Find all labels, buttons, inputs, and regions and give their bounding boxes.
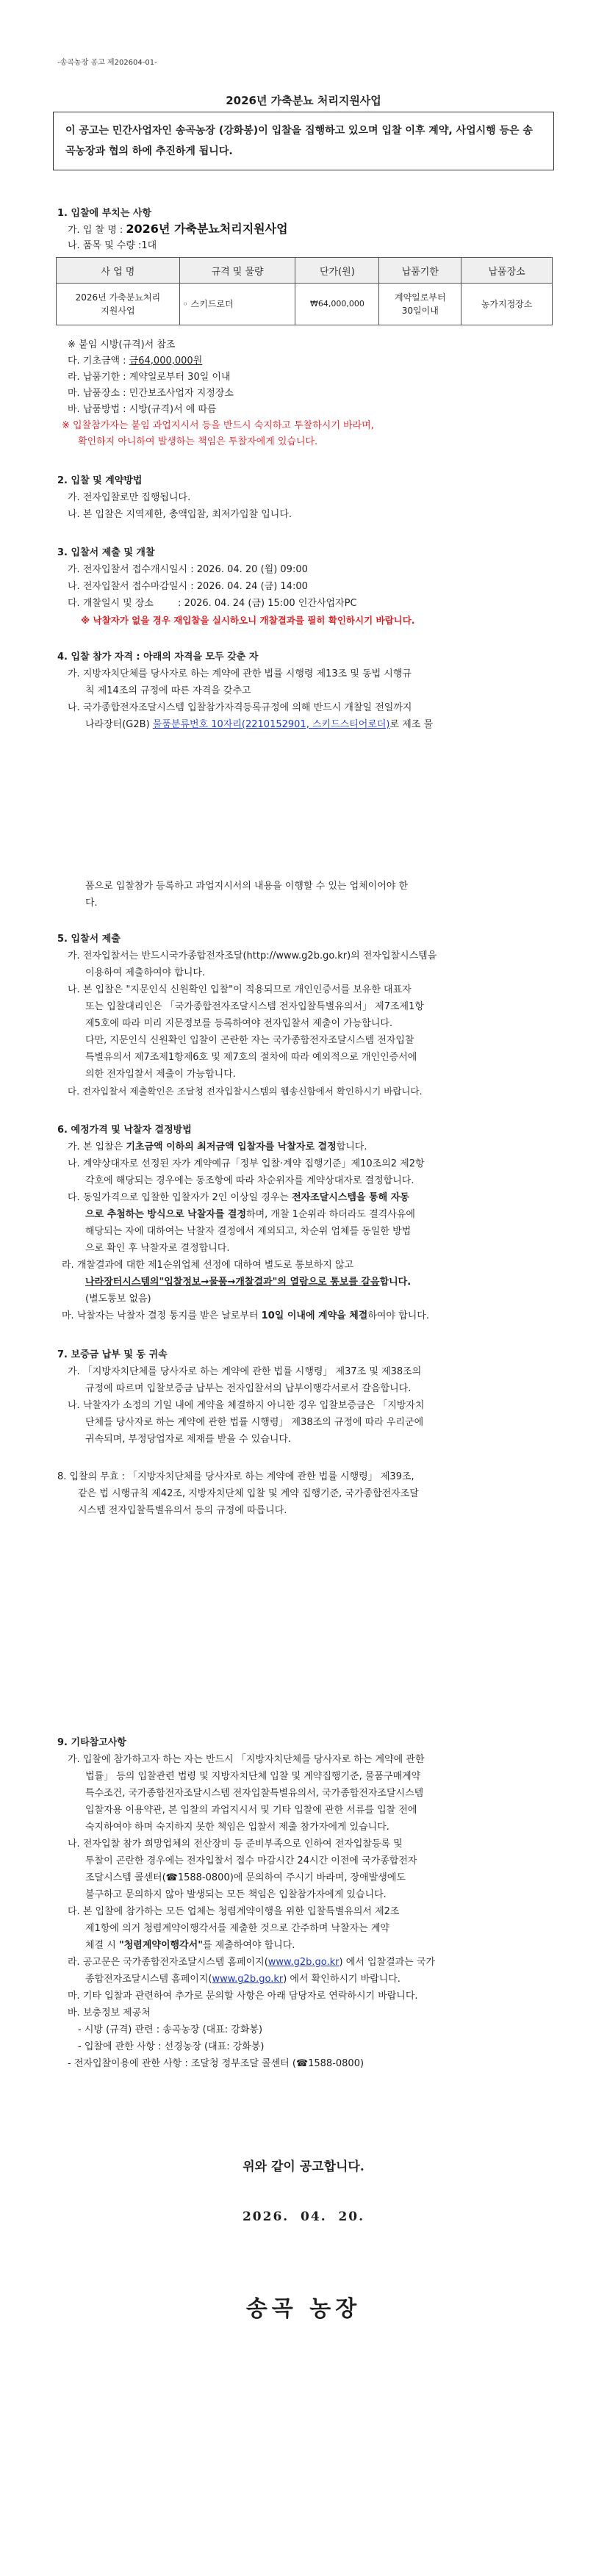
text-span: 합니다.: [379, 1277, 412, 1288]
section-5-item-na-line3: 제5호에 따라 미리 지문정보를 등록하여야 전자입찰서 제출이 가능합니다.: [85, 1018, 393, 1029]
cell-unit-price: ₩64,000,000: [295, 284, 379, 325]
section-1-item-ma: 마. 납품장소 : 민간보조사업자 지정장소: [68, 388, 234, 399]
section-5-heading: 5. 입찰서 제출: [57, 934, 121, 945]
section-4-item-na-line4: 다.: [85, 898, 98, 909]
section-9-item-ga-line2: 법률」 등의 입찰관련 법령 및 지방자치단체 입찰 및 계약집행기준, 물품구매계약: [85, 1771, 421, 1782]
text-span: 체결 시: [85, 1940, 119, 1951]
section-6-item-da-line3: 해당되는 자에 대하여는 낙찰자 결정에서 제외되고, 차순위 업체를 동일한 방법: [85, 1226, 412, 1237]
item-spec-table: [56, 257, 553, 325]
signer-name: 송곡 농장: [245, 2296, 362, 2322]
section-6-item-ra-line2: [85, 1274, 411, 1290]
section-8-line1: 8. 입찰의 무효 : 「지방자치단체를 당사자로 하는 계약에 관한 법률 시행령」 제39조,: [57, 1471, 414, 1482]
section-5-item-da: 다. 전자입찰서 제출확인은 조달청 전자입찰시스템의 웹송신함에서 확인하시기 바랍니다.: [68, 1086, 423, 1097]
section-5-item-ga-line2: 이용하여 제출하여야 합니다.: [85, 967, 206, 978]
section-9-item-na-line2: 투찰이 곤란한 경우에는 전자입찰서 접수 마감시간 24시간 이전에 국가종합전자: [85, 1855, 417, 1866]
lottery-rule: 전자조달시스템을 통해 자동: [292, 1192, 409, 1203]
section-5-item-na-line4: 다만, 지문인식 신원확인 입찰이 곤란한 자는 국가종합전자조달시스템 전자입찰: [85, 1035, 414, 1046]
section-6-heading: 6. 예정가격 및 낙찰자 결정방법: [57, 1125, 192, 1136]
g2b-label: 나라장터(G2B): [85, 719, 153, 730]
cell-deadline: 계약일로부터 30일이내: [379, 284, 461, 325]
section-9-item-ra-line2: [85, 1971, 401, 1987]
section-5-item-na-line5: 특별유의서 제7조제1항제6호 및 제7호의 절차에 따라 예외적으로 개인인증서에: [85, 1052, 417, 1063]
section-5-item-ga-line1: 가. 전자입찰서는 반드시국가종합전자조달(http://www.g2b.go.kr)의 전자입찰시스템을: [68, 950, 437, 962]
section-1-item-ga: [68, 221, 288, 238]
closing-date: 2026. 04. 20.: [242, 2209, 365, 2224]
section-7-item-na-line3: 귀속되며, 부정당업자로 제재를 받을 수 있습니다.: [85, 1434, 292, 1445]
section-6-item-da-line2: [85, 1207, 415, 1222]
product-class-code: 물품분류번호 10자리(2210152901, 스키드스티어로더): [152, 719, 390, 730]
col-header-place: 납품장소: [461, 258, 553, 284]
section-3-item-na: 나. 전자입찰서 접수마감일시 : 2026. 04. 24 (금) 14:00: [68, 581, 308, 592]
g2b-link[interactable]: www.g2b.go.kr: [267, 1957, 340, 1968]
section-8-line3: 시스템 전자입찰특별유의서 등의 규정에 따릅니다.: [78, 1505, 287, 1516]
manufacture-text: 로 제조 물: [389, 719, 434, 730]
text-span: 다. 동일가격으로 입찰한 입찰자가 2인 이상일 경우는: [68, 1192, 292, 1203]
section-9-item-na-line4: 불구하고 문의하지 않아 발생되는 모든 책임은 입찰참가자에게 있습니다.: [85, 1889, 387, 1900]
contact-spec: - 시방 (규격) 관련 : 송곡농장 (대표: 강화봉): [78, 2024, 263, 2035]
table-row: [57, 284, 553, 325]
section-9-item-ga-line1: 가. 입찰에 참가하고자 하는 자는 반드시 「지방자치단체를 당사자로 하는 계약에 관한: [68, 1754, 425, 1765]
cell-place: 농가지정장소: [461, 284, 553, 325]
text-span: 라. 공고문은 국가종합전자조달시스템 홈페이지(: [68, 1957, 268, 1968]
section-6-item-ra-line1: 라. 개찰결과에 대한 제1순위업체 선정에 대하여 별도로 통보하지 않고: [62, 1260, 354, 1271]
section-2-item-ga: 가. 전자입찰로만 집행됩니다.: [68, 492, 191, 503]
contact-e-bid: - 전자입찰이용에 관한 사항 : 조달청 정부조달 콜센터 (☎1588-0800): [68, 2058, 364, 2069]
section-9-item-da-line3: [85, 1938, 295, 1953]
section-9-item-na-line3: 조달시스템 콜센터(☎1588-0800)에 문의하여 주시기 바라며, 장애발생에도: [85, 1872, 406, 1883]
section-5-item-na-line1: 나. 본 입찰은 "지문인식 신원확인 입찰"이 적용되므로 개인인증서를 보유한 대표자: [68, 984, 412, 995]
section-5-item-na-line6: 의한 전자입찰서 제출이 가능합니다.: [85, 1069, 236, 1080]
section-1-warning-line2: 확인하지 아니하여 발생하는 책임은 투찰자에게 있습니다.: [78, 436, 318, 447]
col-header-spec: 규격 및 물량: [179, 258, 295, 284]
table-header-row: [57, 258, 553, 284]
section-1-heading: 1. 입찰에 부치는 사항: [57, 208, 152, 219]
winner-rule: 기초금액 이하의 최저금액 입찰자를 낙찰자로 결정: [126, 1141, 337, 1152]
text-span: 하며, 개찰 1순위라 하더라도 결격사유에: [246, 1209, 415, 1220]
section-3-heading: 3. 입찰서 제출 및 개찰: [57, 547, 155, 558]
section-3-note: ※ 낙찰자가 없을 경우 재입찰을 실시하오니 개찰결과를 필히 확인하시기 바랍니다.: [81, 615, 415, 626]
section-4-item-na-line3: 품으로 입찰참가 등록하고 과업지시서의 내용을 이행할 수 있는 업체이어야 한: [85, 881, 409, 892]
section-9-item-da-line2: 제1항에 의거 청렴계약이행각서를 제출한 것으로 간주하며 낙찰자는 계약: [85, 1923, 389, 1934]
bid-name-label: 가. 입 찰 명 :: [68, 225, 126, 236]
integrity-pledge: "청렴계약이행각서": [118, 1940, 203, 1951]
section-1-item-ba: 바. 납품방법 : 시방(규격)서 에 따름: [68, 404, 217, 415]
notice-summary-text: 이 공고는 민간사업자인 송곡농장 (강화봉)이 입찰을 집행하고 있으며 입찰 이후 계약, 사업시행 등은 송곡농장과 협의 하에 추진하게 됩니다.: [65, 125, 533, 157]
bid-name-value: 2026년 가축분뇨처리지원사업: [126, 222, 288, 236]
section-1-item-da: [68, 353, 202, 369]
section-3-item-ga: 가. 전자입찰서 접수개시일시 : 2026. 04. 20 (월) 09:00: [68, 564, 308, 575]
section-1-warning-line1: ※ 입찰참가자는 붙임 과업지시서 등을 반드시 숙지하고 투찰하시기 바라며,: [62, 420, 374, 431]
section-7-item-na-line1: 나. 낙찰자가 소정의 기일 내에 계약을 체결하지 아니한 경우 입찰보증금은 「지방자치: [68, 1400, 425, 1411]
page-title: 2026년 가축분뇨 처리지원사업: [226, 94, 381, 107]
base-amount-label: 다. 기초금액 :: [68, 356, 129, 367]
text-span: ) 에서 입찰결과는 국가: [339, 1957, 435, 1968]
section-9-heading: 9. 기타참고사항: [57, 1737, 126, 1748]
section-1-item-ra: 라. 납품기한 : 계약일로부터 30일 이내: [68, 372, 231, 383]
section-1-item-na: 나. 품목 및 수량 :1대: [68, 240, 157, 251]
col-header-unit-price: 단가(원): [295, 258, 379, 284]
closing-statement: 위와 같이 공고합니다.: [243, 2160, 364, 2174]
section-6-item-na-line2: 각호에 해당되는 경우에는 동조항에 따라 차순위자를 계약상대자로 결정합니다.: [85, 1175, 414, 1186]
section-6-item-ra-line3: (별도통보 없음): [85, 1294, 151, 1305]
section-5-item-na-line2: 또는 입찰대리인은 「국가종합전자조달시스템 전자입찰특별유의서」 제7조제1항: [85, 1001, 424, 1012]
section-4-heading: 4. 입찰 참가 자격 : 아래의 자격을 모두 갖춘 자: [57, 652, 259, 663]
section-2-heading: 2. 입찰 및 계약방법: [57, 475, 143, 486]
section-4-item-ga-line2: 칙 제14조의 규정에 따른 자격을 갖추고: [85, 685, 251, 696]
section-6-item-da-line4: 으로 확인 후 낙찰자로 결정합니다.: [85, 1243, 230, 1254]
section-9-item-ra-line1: [68, 1955, 435, 1970]
text-span: 가. 본 입찰은: [68, 1141, 126, 1152]
section-9-item-na-line1: 나. 전자입찰 참가 희망업체의 전산장비 등 준비부족으로 인하여 전자입찰등록 및: [68, 1839, 403, 1850]
g2b-link[interactable]: www.g2b.go.kr: [212, 1974, 284, 1985]
section-8-line2: 같은 법 시행규칙 제42조, 지방자치단체 입찰 및 계약 집행기준, 국가종합전자조달: [78, 1488, 419, 1499]
text-span: 마. 낙찰자는 낙찰자 결정 통지를 받은 날로부터: [62, 1310, 262, 1321]
notice-number: -송곡농장 공고 제202604-01-: [57, 59, 157, 67]
section-6-item-ma: [62, 1308, 429, 1324]
section-7-item-ga-line2: 규정에 따르며 입찰보증금 납부는 전자입찰서의 납부이행각서로서 갈음합니다.: [85, 1383, 412, 1394]
col-header-business-name: 사 업 명: [57, 258, 180, 284]
section-7-item-na-line2: 단체를 당사자로 하는 계약에 관한 법률 시행령」 제38조의 규정에 따라 우리군에: [85, 1417, 424, 1428]
section-9-item-ma: 마. 기타 입찰과 관련하여 추가로 문의할 사항은 아래 담당자로 연락하시기 바랍니다.: [68, 1991, 418, 2002]
section-1-note: ※ 붙임 시방(규격)서 참조: [68, 339, 176, 350]
section-4-item-na-line1: 나. 국가종합전자조달시스템 입찰참가자격등록규정에 의해 반드시 개찰일 전일까지: [68, 702, 412, 713]
base-amount-value: 금64,000,000원: [129, 356, 203, 367]
text-span: 를 제출하여야 합니다.: [202, 1940, 295, 1951]
section-9-item-da-line1: 다. 본 입찰에 참가하는 모든 업체는 청렴계약이행을 위한 입찰특별유의서 제2조: [68, 1906, 400, 1917]
section-9-item-ba: 바. 보충정보 제공처: [68, 2007, 151, 2018]
text-span: 종합전자조달시스템 홈페이지(: [85, 1974, 212, 1985]
section-2-item-na: 나. 본 입찰은 지역제한, 총액입찰, 최저가입찰 입니다.: [68, 509, 292, 520]
section-4-item-ga-line1: 가. 지방자치단체를 당사자로 하는 계약에 관한 법률 시행령 제13조 및 동법 시행규: [68, 668, 412, 679]
section-6-item-na-line1: 나. 계약상대자로 선정된 자가 계약예규「정부 입찰·계약 집행기준」제10조의2 제2항: [68, 1158, 425, 1169]
section-7-heading: 7. 보증금 납부 및 동 귀속: [57, 1349, 168, 1360]
section-6-item-ga: [68, 1139, 367, 1155]
contract-deadline: 10일 이내에 계약을 체결: [261, 1310, 368, 1321]
section-6-item-da-line1: [68, 1190, 409, 1205]
lottery-rule: 으로 추첨하는 방식으로 낙찰자를 결정: [85, 1209, 247, 1220]
text-span: 하여야 합니다.: [367, 1310, 429, 1321]
section-9-item-ga-line5: 숙지하여야 하며 숙지하지 못한 책임은 입찰서 제출 참가자에게 있습니다.: [85, 1822, 389, 1833]
cell-spec: ◦ 스키드로더: [179, 284, 295, 325]
section-9-item-ga-line3: 특수조건, 국가종합전자조달시스템 전자입찰특별유의서, 국가종합전자조달시스템: [85, 1788, 424, 1799]
text-span: 합니다.: [336, 1141, 367, 1152]
section-4-item-na-line2: [85, 717, 433, 732]
g2b-result-path: 나라장터시스템의"입찰정보→물품→개찰결과"의 열람으로 통보를 갈음: [85, 1277, 380, 1288]
contact-bid: - 입찰에 관한 사항 : 선경농장 (대표: 강화봉): [78, 2041, 265, 2052]
notice-summary-box: [53, 112, 554, 170]
text-span: ) 에서 확인하시기 바랍니다.: [283, 1974, 401, 1985]
col-header-deadline: 납품기한: [379, 258, 461, 284]
section-3-item-da: 다. 개찰일시 및 장소 : 2026. 04. 24 (금) 15:00 인간사업자PC: [68, 598, 357, 609]
cell-business-name: 2026년 가축분뇨처리지원사업: [57, 284, 180, 325]
section-7-item-ga-line1: 가. 「지방자치단체를 당사자로 하는 계약에 관한 법률 시행령」 제37조 및 제38조의: [68, 1366, 422, 1377]
section-9-item-ga-line4: 입찰자용 이용약관, 본 입찰의 과업지시서 및 기타 입찰에 관한 서류를 입찰 전에: [85, 1805, 417, 1816]
